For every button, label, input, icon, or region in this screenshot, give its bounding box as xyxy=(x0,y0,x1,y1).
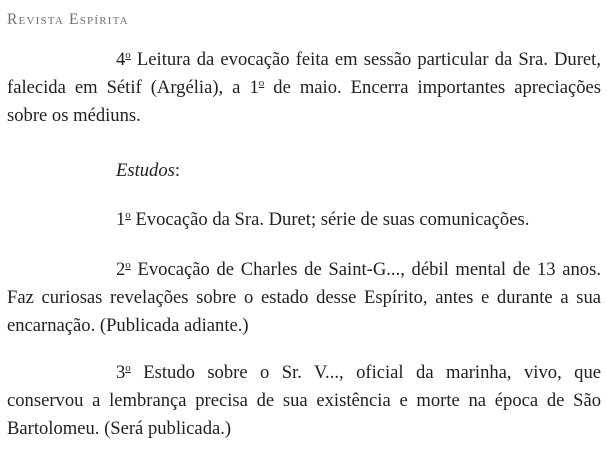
paragraph-text: Evocação da Sra. Duret; série de suas comunicações. xyxy=(130,209,530,230)
paragraph-text: Estudo sobre o Sr. V..., oficial da marinha, vivo, que conservou a lembrança precisa de sua existência e morte na época de São Bartolomeu. (Será publicada.) xyxy=(7,362,601,439)
ordinal-indicator: o xyxy=(125,209,131,221)
item-number: 3 xyxy=(116,362,126,383)
item-number: 1 xyxy=(116,209,126,230)
paragraph-text: de maio. Encerra importantes apreciações sobre os médiuns. xyxy=(7,77,601,126)
ordinal-indicator: o xyxy=(125,362,131,374)
ordinal-indicator: o xyxy=(125,259,131,271)
heading-text: Estudos xyxy=(116,160,175,181)
running-head: Revista Espírita xyxy=(7,11,129,28)
paragraph-item-4 xyxy=(7,46,601,130)
paragraph-item-1 xyxy=(7,206,601,234)
item-number: 4 xyxy=(116,49,126,70)
ordinal-indicator: o xyxy=(125,49,131,61)
section-heading-estudos xyxy=(7,157,601,185)
heading-suffix: : xyxy=(174,160,181,181)
paragraph-item-2 xyxy=(7,256,601,340)
paragraph-text: Evocação de Charles de Saint-G..., débil mental de 13 anos. Faz curiosas revelações sobre o estado desse Espírito, antes e durante a sua encarnação. (Publicada adiante.) xyxy=(7,259,601,336)
ordinal-indicator: o xyxy=(258,77,265,89)
paragraph-text: Leitura da evocação feita em sessão particular da Sra. Duret, falecida em Sétif (Argélia), a 1 xyxy=(7,49,601,98)
item-number: 2 xyxy=(116,259,126,280)
paragraph-item-3 xyxy=(7,359,601,443)
